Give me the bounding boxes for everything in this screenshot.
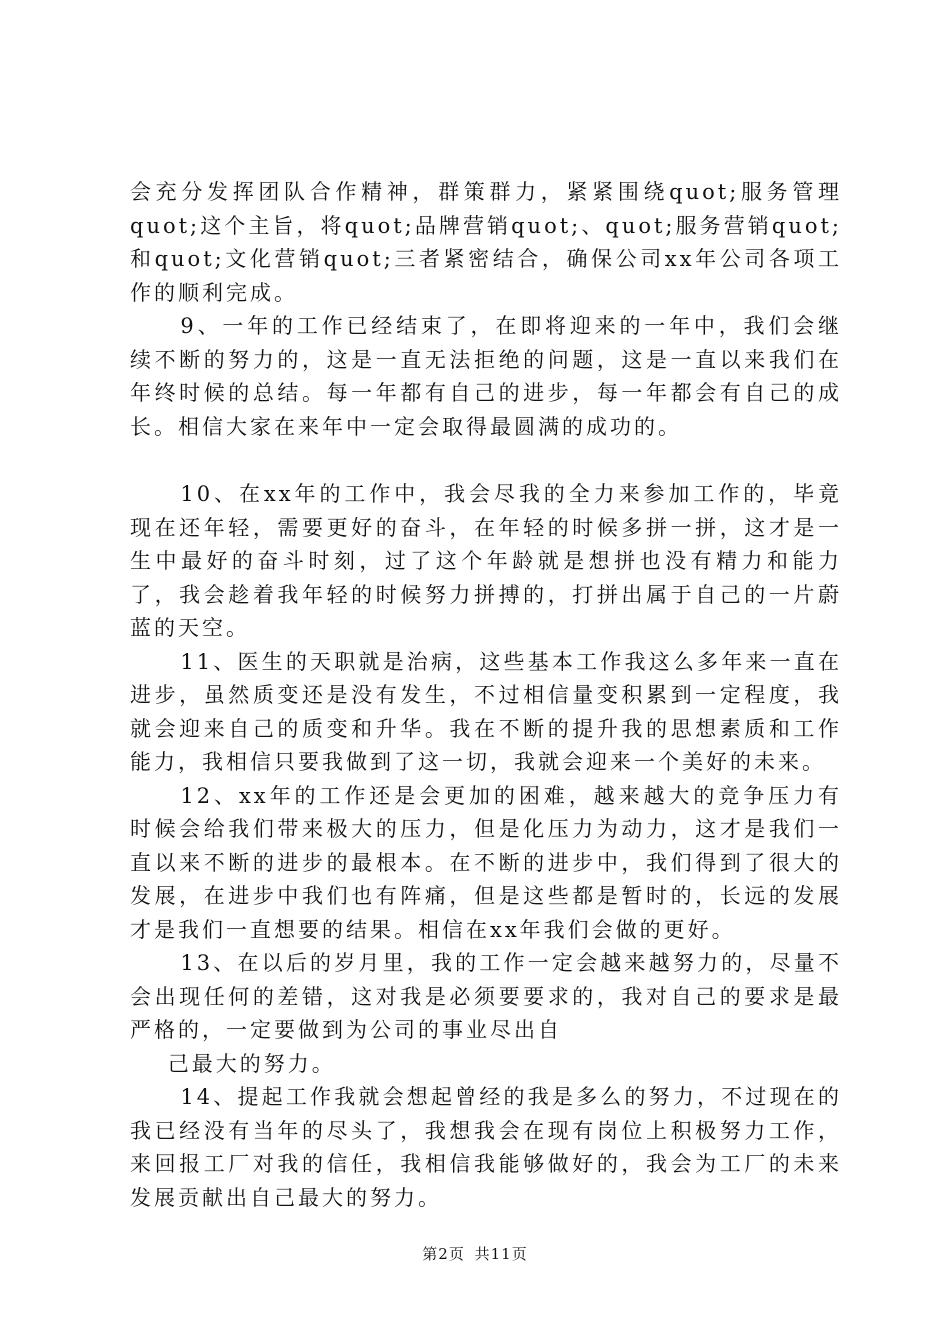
page-total: 共11页 bbox=[474, 1245, 528, 1263]
document-body bbox=[130, 176, 842, 1215]
paragraph-item-11: 11、医生的天职就是治病，这些基本工作我这么多年来一直在进步，虽然质变还是没有发生，不过相信量变积累到一定程度，我就会迎来自己的质变和升华。我在不断的提升我的思想素质和工作能力，我相信只要我做到了这一切，我就会迎来一个美好的未来。 bbox=[130, 649, 842, 774]
paragraph-continuation: 会充分发挥团队合作精神，群策群力，紧紧围绕quot;服务管理quot;这个主旨，将quot;品牌营销quot;、quot;服务营销quot;和quot;文化营销quot;三者紧密结合，确保公司xx年公司各项工作的顺利完成。 bbox=[130, 180, 842, 305]
paragraph-item-13-tail: 己最大的努力。 bbox=[167, 1051, 336, 1076]
page-footer bbox=[0, 1243, 950, 1264]
paragraph-item-9: 9、一年的工作已经结束了，在即将迎来的一年中，我们会继续不断的努力的，这是一直无法拒绝的问题，这是一直以来我们在年终时候的总结。每一年都有自己的进步，每一年都会有自己的成长。相信大家在来年中一定会取得最圆满的成功的。 bbox=[130, 314, 842, 439]
paragraph-item-12: 12、xx年的工作还是会更加的困难，越来越大的竞争压力有时候会给我们带来极大的压力，但是化压力为动力，这才是我们一直以来不断的进步的最根本。在不断的进步中，我们得到了很大的发展，在进步中我们也有阵痛，但是这些都是暂时的，长远的发展才是我们一直想要的结果。相信在xx年我们会做的更好。 bbox=[130, 783, 842, 942]
paragraph-item-10: 10、在xx年的工作中，我会尽我的全力来参加工作的，毕竟现在还年轻，需要更好的奋斗，在年轻的时候多拼一拼，这才是一生中最好的奋斗时刻，过了这个年龄就是想拼也没有精力和能力了，我会趁着我年轻的时候努力拼搏的，打拼出属于自己的一片蔚蓝的天空。 bbox=[130, 482, 842, 640]
paragraph-gap bbox=[130, 444, 842, 478]
paragraph-item-14: 14、提起工作我就会想起曾经的我是多么的努力，不过现在的我已经没有当年的尽头了，我想我会在现有岗位上积极努力工作，来回报工厂对我的信任，我相信我能够做好的，我会为工厂的未来发展贡献出自己最大的努力。 bbox=[130, 1085, 842, 1210]
paragraph-item-13: 13、在以后的岁月里，我的工作一定会越来越努力的，尽量不会出现任何的差错，这对我是必须要要求的，我对自己的要求是最严格的，一定要做到为公司的事业尽出自 bbox=[130, 951, 842, 1042]
page-number: 第2页 bbox=[422, 1245, 465, 1263]
